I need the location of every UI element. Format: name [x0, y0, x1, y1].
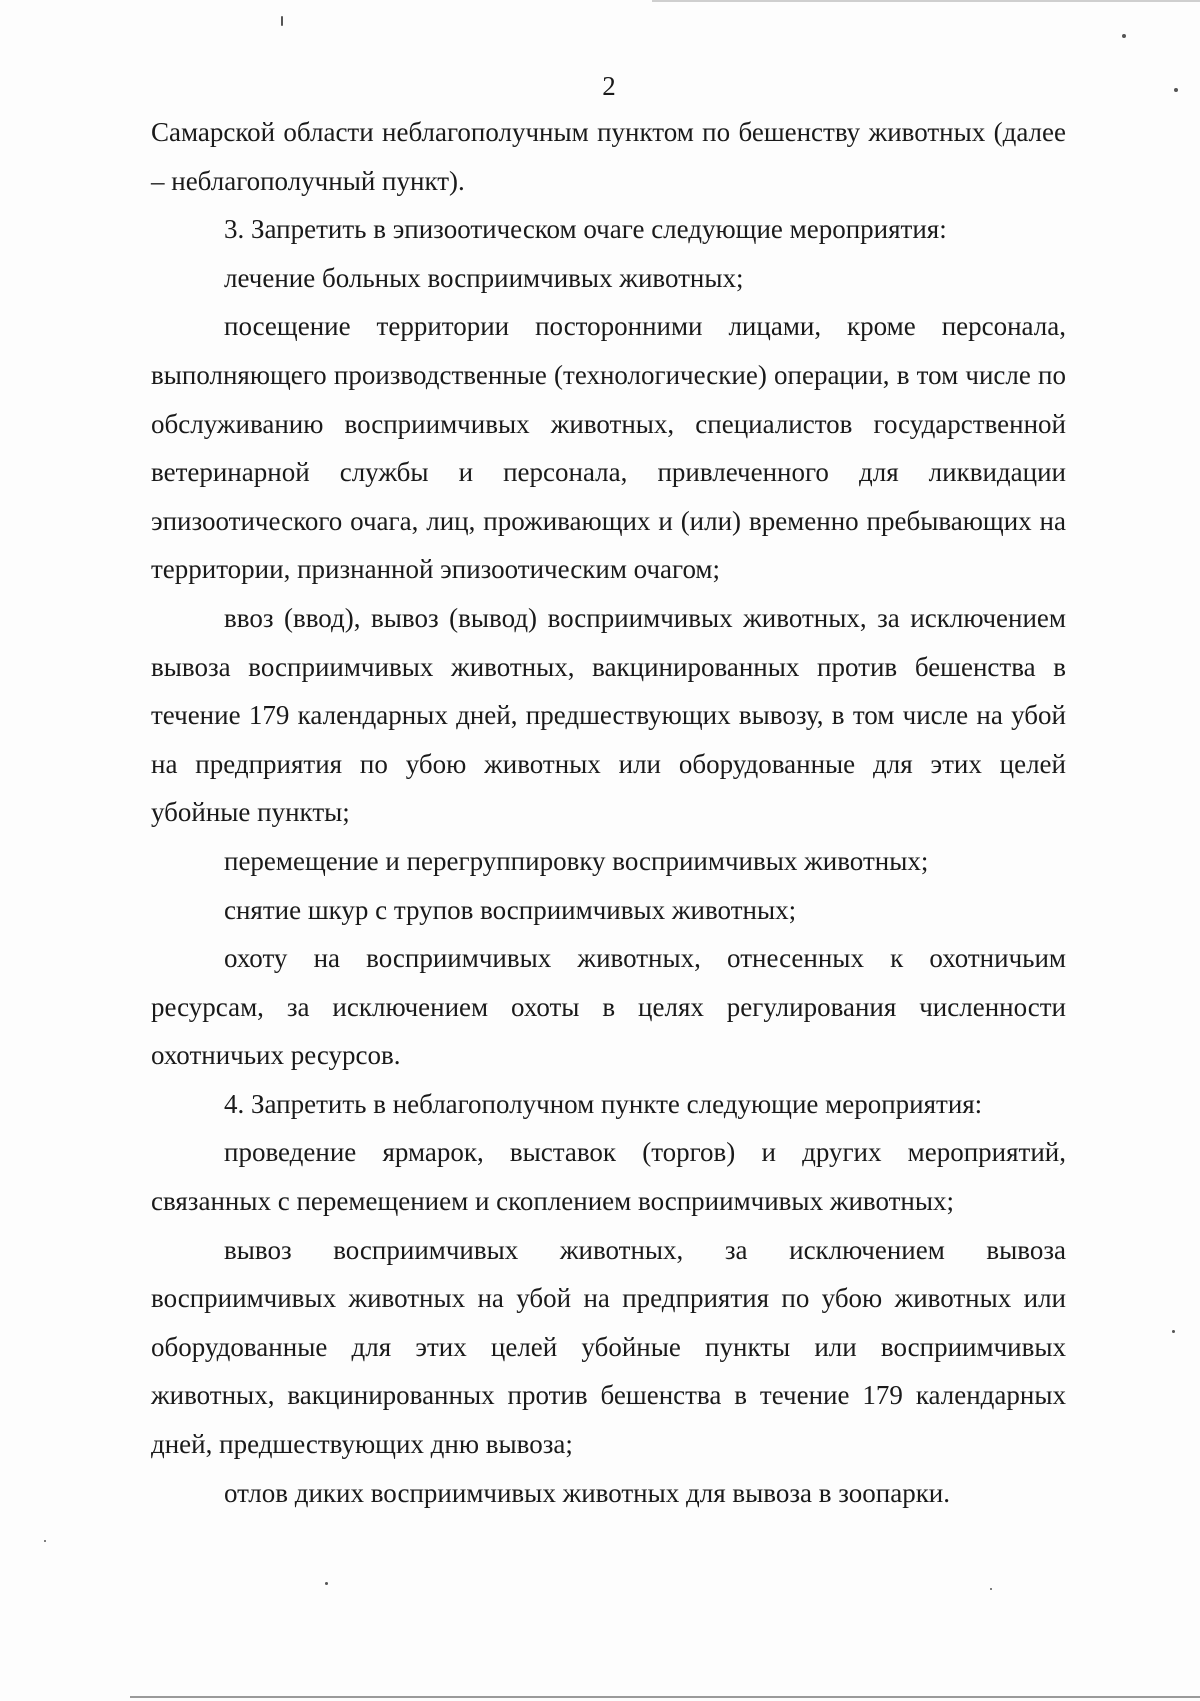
paragraph-item-3-heading: 3. Запретить в эпизоотическом очаге следующие мероприятия:	[224, 214, 947, 245]
scan-speck	[1122, 34, 1126, 38]
paragraph-transport-ban: ввоз (ввод), вывоз (вывод) восприимчивых животных, за исключением вывоза восприимчивых животных, вакцинированных против бешенства в течение 179 календарных дней, предшествующих вывозу, в том числе на убой на предприятия по убою животных или оборудованные для этих целей убойные пункты;	[151, 602, 1066, 828]
scan-edge-top	[652, 0, 1200, 2]
scan-speck	[990, 1588, 992, 1590]
paragraph-item-4-heading: 4. Запретить в неблагополучном пункте следующие мероприятия:	[224, 1088, 983, 1119]
paragraph-visit-ban: посещение территории посторонними лицами, кроме персонала, выполняющего производственные (технологические) операции, в том числе по обслуживанию восприимчивых животных, специалистов государственной ветеринарной службы и персонала, привлеченного для ликвидации эпизоотического очага, лиц, проживающих и (или) временно пребывающих на территории, признанной эпизоотическим очагом;	[151, 311, 1066, 585]
paragraph-export-ban: вывоз восприимчивых животных, за исключением вывоза восприимчивых животных на убой на предприятия по убою животных или оборудованные для этих целей убойные пункты или восприимчивых животных, вакцинированных против бешенства в течение 179 календарных дней, предшествующих дню вывоза;	[151, 1234, 1066, 1460]
paragraph-fairs-ban: проведение ярмарок, выставок (торгов) и других мероприятий, связанных с перемещением и скоплением восприимчивых животных;	[151, 1137, 1066, 1217]
scan-speck	[1172, 1330, 1175, 1333]
paragraph-continuation: Самарской области неблагополучным пунктом по бешенству животных (далее – неблагополучный пункт).	[151, 117, 1066, 196]
page-number: 2	[602, 71, 616, 101]
scan-edge-bottom	[130, 1696, 1200, 1698]
scan-speck	[44, 1540, 46, 1542]
paragraph-hunting-ban: охоту на восприимчивых животных, отнесенных к охотничьим ресурсам, за исключением охоты в целях регулирования численности охотничьих ресурсов.	[151, 943, 1066, 1071]
scan-speck	[281, 16, 283, 26]
paragraph-skinning-ban: снятие шкур с трупов восприимчивых животных;	[224, 894, 797, 925]
scan-speck	[325, 1582, 328, 1585]
paragraph-regrouping-ban: перемещение и перегруппировку восприимчивых животных;	[224, 845, 929, 876]
document-body	[151, 108, 1066, 1517]
paragraph-treatment-ban: лечение больных восприимчивых животных;	[224, 262, 744, 293]
paragraph-trapping-ban: отлов диких восприимчивых животных для вывоза в зоопарки.	[224, 1477, 951, 1508]
